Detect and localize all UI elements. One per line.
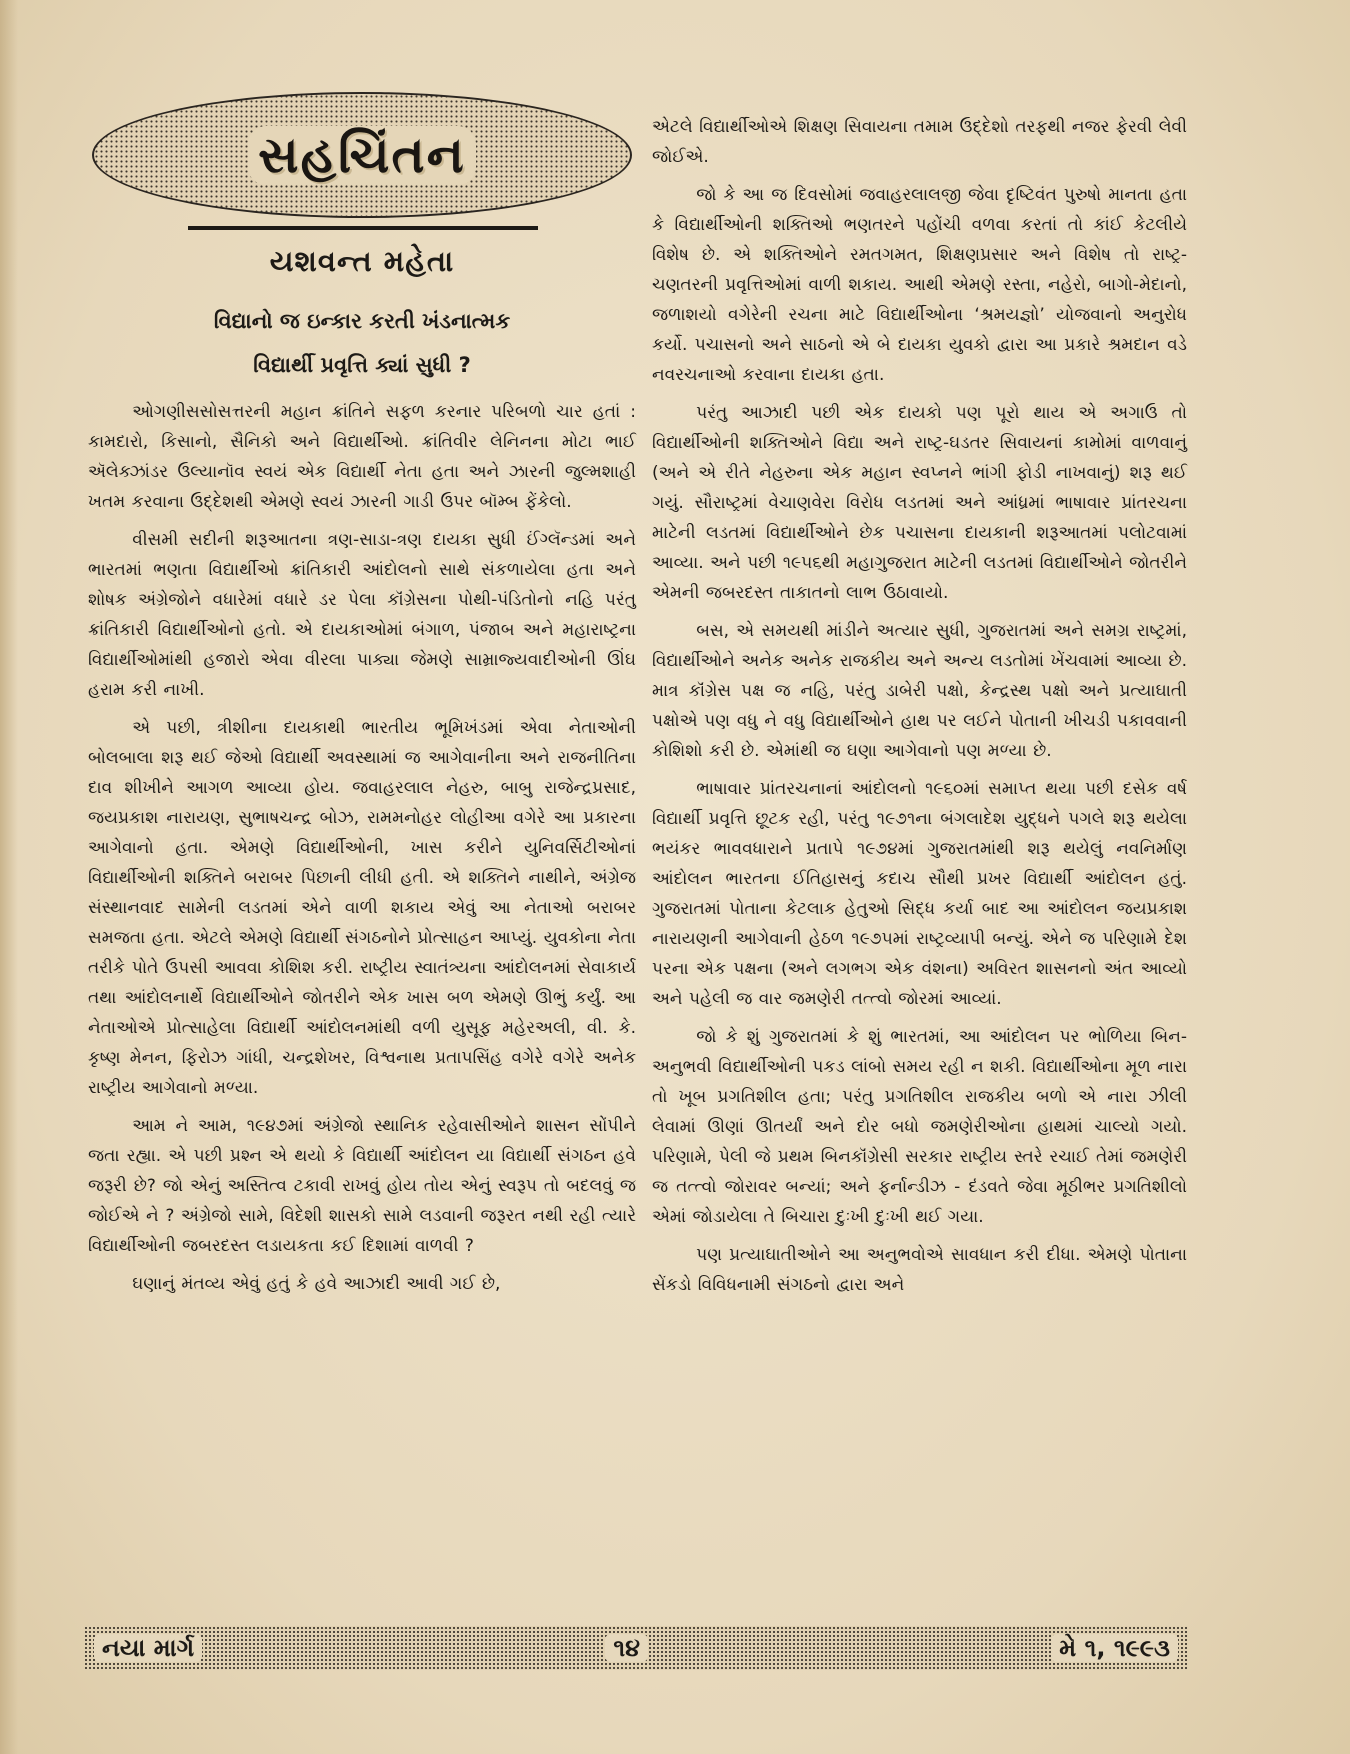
publication-name: નયા માર્ગ — [94, 1634, 202, 1662]
body-paragraph: ઓગણીસસોસત્તરની મહાન ક્રાંતિને સફળ કરનાર પરિબળો ચાર હતાં : કામદારો, કિસાનો, સૈનિકો અને વિદ્યાર્થીઓ. ક્રાંતિવીર લેનિનના મોટા ભાઈ ઍલેક્ઝાંડર ઉલ્યાનૉવ સ્વયં એક વિદ્યાર્થી નેતા હતા અને ઝારની જુલ્મશાહી ખતમ કરવાના ઉદ્દેશથી એમણે સ્વયં ઝારની ગાડી ઉપર બૉમ્બ ફેંકેલો. — [88, 402, 636, 512]
author-name: યશવન્ત મહેતા — [269, 244, 455, 278]
body-paragraph: ભાષાવાર પ્રાંતરચનાનાં આંદોલનો ૧૯૬૦માં સમાપ્ત થયા પછી દસેક વર્ષ વિદ્યાર્થી પ્રવૃત્તિ છૂટક રહી, પરંતુ ૧૯૭૧ના બંગલાદેશ યુદ્ધને પગલે શરૂ થયેલા ભયંકર ભાવવધારાને પ્રતાપે ૧૯૭૪માં ગુજરાતમાંથી શરૂ થયેલું નવનિર્માણ આંદોલન ભારતના ઈતિહાસનું કદાચ સૌથી પ્રખર વિદ્યાર્થી આંદોલન હતું. ગુજરાતમાં પોતાના કેટલાક હેતુઓ સિદ્ધ કર્યા બાદ આ આંદોલન જયપ્રકાશ નારાયણની આગેવાની હેઠળ ૧૯૭૫માં રાષ્ટ્રવ્યાપી બન્યું. એને જ પરિણામે દેશ પરના એક પક્ષના (અને લગભગ એક વંશના) અવિરત શાસનનો અંત આવ્યો અને પહેલી જ વાર જમણેરી તત્ત્વો જોરમાં આવ્યાં. — [652, 779, 1187, 1009]
body-paragraph: પણ પ્રત્યાઘાતીઓને આ અનુભવોએ સાવધાન કરી દીધા. એમણે પોતાના સેંકડો વિવિધનામી સંગઠનો દ્વારા અને — [652, 1245, 1187, 1295]
article-headline — [88, 299, 636, 387]
right-column — [652, 112, 1187, 1308]
page-spine-shadow — [0, 0, 18, 1754]
headline-line-1: વિદ્યાનો જ ઇન્કાર કરતી ખંડનાત્મક — [213, 309, 511, 333]
body-paragraph: ઘણાનું મંતવ્ય એવું હતું કે હવે આઝાદી આવી ગઈ છે, — [132, 1274, 501, 1294]
headline-line-2: વિદ્યાર્થી પ્રવૃત્તિ ક્યાં સુધી ? — [253, 353, 471, 377]
left-column — [88, 92, 636, 1307]
body-paragraph: જો કે શું ગુજરાતમાં કે શું ભારતમાં, આ આંદોલન પર ભોળિયા બિન-અનુભવી વિદ્યાર્થીઓની પકડ લાંબો સમય રહી ન શકી. વિદ્યાર્થીઓના મૂળ નારા તો ખૂબ પ્રગતિશીલ હતા; પરંતુ પ્રગતિશીલ રાજકીય બળો એ નારા ઝીલી લેવામાં ઊણાં ઊતર્યાં અને દોર બધો જમણેરીઓના હાથમાં ચાલ્યો ગયો. પરિણામે, પેલી જે પ્રથમ બિનકૉંગ્રેસી સરકાર રાષ્ટ્રીય સ્તરે રચાઈ તેમાં જમણેરી જ તત્ત્વો જોરાવર બન્યાં; અને ફર્નાન્ડીઝ - દંડવતે જેવા મૂઠીભર પ્રગતિશીલો એમાં જોડાયેલા તે બિચારા દુઃખી દુઃખી થઈ ગયા. — [652, 1027, 1187, 1227]
body-paragraph: બસ, એ સમયથી માંડીને અત્યાર સુધી, ગુજરાતમાં અને સમગ્ર રાષ્ટ્રમાં, વિદ્યાર્થીઓને અનેક અનેક રાજકીય અને અન્ય લડતોમાં ખેંચવામાં આવ્યા છે. માત્ર કૉંગ્રેસ પક્ષ જ નહિ, પરંતુ ડાબેરી પક્ષો, કેન્દ્રસ્થ પક્ષો અને પ્રત્યાઘાતી પક્ષોએ પણ વધુ ને વધુ વિદ્યાર્થીઓને હાથ પર લઈને પોતાની ખીચડી પકાવવાની કોશિશો કરી છે. એમાંથી જ ઘણા આગેવાનો પણ મળ્યા છે. — [652, 621, 1187, 761]
body-paragraph: એ પછી, ત્રીશીના દાયકાથી ભારતીય ભૂમિખંડમાં એવા નેતાઓની બોલબાલા શરૂ થઈ જેઓ વિદ્યાર્થી અવસ્થામાં જ આગેવાનીના અને રાજનીતિના દાવ શીખીને આગળ આવ્યા હોય. જવાહરલાલ નેહરુ, બાબુ રાજેન્દ્રપ્રસાદ, જયપ્રકાશ નારાયણ, સુભાષચન્દ્ર બોઝ, રામમનોહર લોહીઆ વગેરે આ પ્રકારના આગેવાનો હતા. એમણે વિદ્યાર્થીઓની, ખાસ કરીને યુનિવર્સિટીઓનાં વિદ્યાર્થીઓની શક્તિને બરાબર પિછાની લીધી હતી. એ શક્તિને નાથીને, અંગ્રેજ સંસ્થાનવાદ સામેની લડતમાં એને વાળી શકાય એવું આ નેતાઓ બરાબર સમજતા હતા. એટલે એમણે વિદ્યાર્થી સંગઠનોને પ્રોત્સાહન આપ્યું. યુવકોના નેતા તરીકે પોતે ઉપસી આવવા કોશિશ કરી. રાષ્ટ્રીય સ્વાતંત્ર્યના આંદોલનમાં સેવાકાર્ય તથા આંદોલનાર્થે વિદ્યાર્થીઓને જોતરીને એક ખાસ બળ એમણે ઊભું કર્યું. આ નેતાઓએ પ્રોત્સાહેલા વિદ્યાર્થી આંદોલનમાંથી વળી યુસૂફ મહેરઅલી, વી. કે. કૃષ્ણ મેનન, ફિરોઝ ગાંધી, ચન્દ્રશેખર, વિશ્વનાથ પ્રતાપસિંહ વગેરે વગેરે અનેક રાષ્ટ્રીય આગેવાનો મળ્યા. — [88, 718, 636, 1098]
issue-date: મે ૧, ૧૯૯૩ — [1051, 1634, 1178, 1662]
body-paragraph: એટલે વિદ્યાર્થીઓએ શિક્ષણ સિવાયના તમામ ઉદ્દેશો તરફથી નજર ફેરવી લેવી જોઈએ. — [652, 117, 1187, 167]
section-title: સહચિંતન — [248, 126, 476, 185]
body-paragraph: પરંતુ આઝાદી પછી એક દાયકો પણ પૂરો થાય એ અગાઉ તો વિદ્યાર્થીઓની શક્તિઓને વિદ્યા અને રાષ્ટ્ર-ઘડતર સિવાયનાં કામોમાં વાળવાનું (અને એ રીતે નેહરુના એક મહાન સ્વપ્નને ભાંગી ફોડી નાખવાનું) શરૂ થઈ ગયું. સૌરાષ્ટ્રમાં વેચાણવેરા વિરોધ લડતમાં અને આંધ્રમાં ભાષાવાર પ્રાંતરચના માટેની લડતમાં વિદ્યાર્થીઓને છેક પચાસના દાયકાની શરૂઆતમાં પલોટવામાં આવ્યા. અને પછી ૧૯૫૬થી મહાગુજરાત માટેની લડતમાં વિદ્યાર્થીઓને જોતરીને એમની જબરદસ્ત તાકાતનો લાભ ઉઠાવાયો. — [652, 403, 1187, 603]
page-footer — [84, 1626, 1188, 1670]
title-divider — [188, 226, 538, 230]
body-paragraph: જો કે આ જ દિવસોમાં જવાહરલાલજી જેવા દૃષ્ટિવંત પુરુષો માનતા હતા કે વિદ્યાર્થીઓની શક્તિઓ ભણતરને પહોંચી વળવા કરતાં તો કાંઈ કેટલીયે વિશેષ છે. એ શક્તિઓને રમતગમત, શિક્ષણપ્રસાર અને વિશેષ તો રાષ્ટ્ર-ચણતરની પ્રવૃત્તિઓમાં વાળી શકાય. આથી એમણે રસ્તા, નહેરો, બાગો-મેદાનો, જળાશયો વગેરેની રચના માટે વિદ્યાર્થીઓના ‘શ્રમયજ્ઞો’ યોજવાનો અનુરોધ કર્યો. પચાસનો અને સાઠનો એ બે દાયકા યુવકો દ્વારા આ પ્રકારે શ્રમદાન વડે નવરચનાઓ કરવાના દાયકા હતા. — [652, 185, 1187, 385]
body-paragraph: વીસમી સદીની શરૂઆતના ત્રણ-સાડા-ત્રણ દાયકા સુધી ઈંગ્લૅન્ડમાં અને ભારતમાં ભણતા વિદ્યાર્થીઓ ક્રાંતિકારી આંદોલનો સાથે સંકળાયેલા હતા અને શોષક અંગ્રેજોને વધારેમાં વધારે ડર પેલા કૉંગ્રેસના પોથી-પંડિતોનો નહિ પરંતુ ક્રાંતિકારી વિદ્યાર્થીઓનો હતો. એ દાયકાઓમાં બંગાળ, પંજાબ અને મહારાષ્ટ્રના વિદ્યાર્થીઓમાંથી હજારો એવા વીરલા પાક્યા જેમણે સામ્રાજ્યવાદીઓની ઊંઘ હરામ કરી નાખી. — [88, 530, 636, 700]
section-title-banner — [92, 92, 632, 218]
page-number: ૧૪ — [605, 1634, 648, 1662]
body-paragraph: આમ ને આમ, ૧૯૪૭માં અંગ્રેજો સ્થાનિક રહેવાસીઓને શાસન સોંપીને જતા રહ્યા. એ પછી પ્રશ્ન એ થયો કે વિદ્યાર્થી આંદોલન યા વિદ્યાર્થી સંગઠન હવે જરૂરી છે? જો એનું અસ્તિત્વ ટકાવી રાખવું હોય તોય એનું સ્વરૂપ તો બદલવું જ જોઈએ ને ? અંગ્રેજો સામે, વિદેશી શાસકો સામે લડવાની જરૂરત નથી રહી ત્યારે વિદ્યાર્થીઓની જબરદસ્ત લડાયકતા કઈ દિશામાં વાળવી ? — [88, 1116, 636, 1256]
